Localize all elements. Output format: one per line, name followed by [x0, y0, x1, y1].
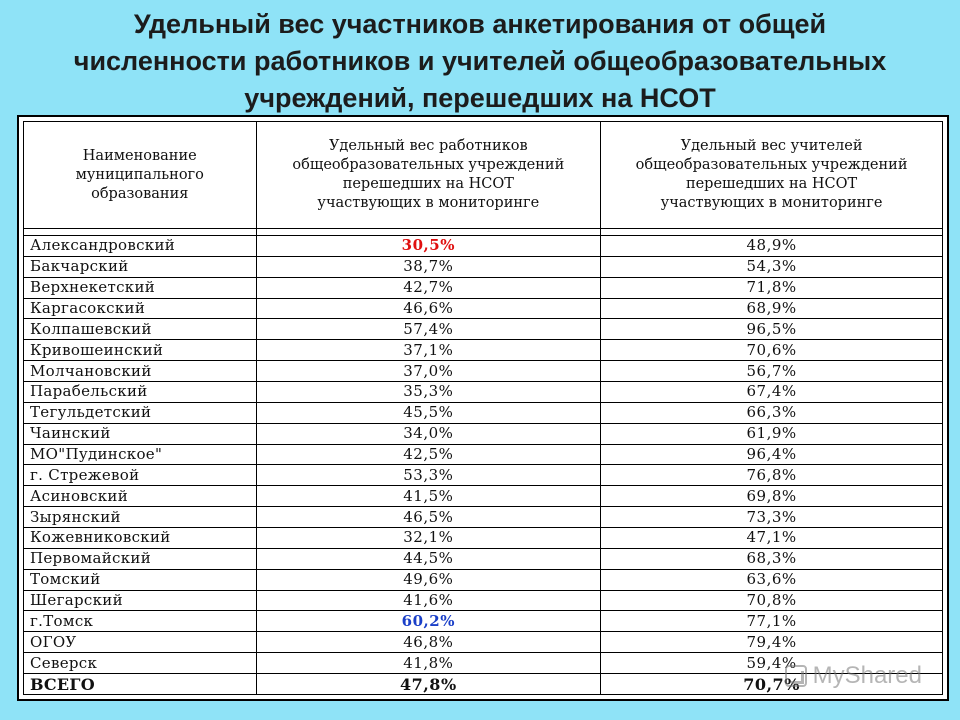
workers-share-value: 42,5%: [256, 444, 601, 465]
workers-share-value: 38,7%: [256, 256, 601, 277]
municipality-name: Кривошеинский: [24, 340, 257, 361]
watermark: MyShared: [785, 662, 922, 690]
table-row: [24, 590, 943, 611]
teachers-share-value: 61,9%: [601, 423, 943, 444]
teachers-share-value: 70,6%: [601, 340, 943, 361]
table-row: [24, 569, 943, 590]
municipality-name: г. Стрежевой: [24, 465, 257, 486]
municipality-name: Бакчарский: [24, 256, 257, 277]
table-row: [24, 298, 943, 319]
table-header-row: [24, 122, 943, 229]
table-row: [24, 486, 943, 507]
teachers-share-value: 59,4%: [601, 653, 943, 674]
workers-share-value: 41,6%: [256, 590, 601, 611]
table-body: [24, 236, 943, 695]
table-row: [24, 611, 943, 632]
teachers-share-value: 54,3%: [601, 256, 943, 277]
teachers-share-value: 68,3%: [601, 548, 943, 569]
data-table-frame: [17, 115, 949, 701]
workers-share-value: 41,8%: [256, 653, 601, 674]
teachers-share-value: 73,3%: [601, 507, 943, 528]
title-line-3: учреждений, перешедших на НСОТ: [244, 83, 716, 113]
teachers-share-value: 67,4%: [601, 382, 943, 403]
workers-share-value: 46,8%: [256, 632, 601, 653]
workers-share-value: 53,3%: [256, 465, 601, 486]
workers-share-value: 30,5%: [256, 236, 601, 257]
table-row: [24, 528, 943, 549]
municipality-name: Чаинский: [24, 423, 257, 444]
municipality-name: Зырянский: [24, 507, 257, 528]
municipality-name: Первомайский: [24, 548, 257, 569]
teachers-share-value: 79,4%: [601, 632, 943, 653]
title-line-2: численности работников и учителей общеобразовательных: [73, 46, 887, 76]
workers-share-value: 35,3%: [256, 382, 601, 403]
table-row: [24, 340, 943, 361]
workers-share-value: 47,8%: [256, 674, 601, 695]
teachers-share-value: 71,8%: [601, 277, 943, 298]
table-row: [24, 507, 943, 528]
workers-share-value: 46,6%: [256, 298, 601, 319]
teachers-share-value: 47,1%: [601, 528, 943, 549]
municipality-name: Асиновский: [24, 486, 257, 507]
table-row: [24, 277, 943, 298]
municipality-name: Шегарский: [24, 590, 257, 611]
workers-share-value: 46,5%: [256, 507, 601, 528]
workers-share-value: 37,1%: [256, 340, 601, 361]
table-row: [24, 236, 943, 257]
workers-share-value: 32,1%: [256, 528, 601, 549]
data-table: [23, 121, 943, 695]
header-gap-row: [24, 229, 943, 236]
teachers-share-value: 77,1%: [601, 611, 943, 632]
table-row: [24, 256, 943, 277]
workers-share-value: 44,5%: [256, 548, 601, 569]
municipality-name: МО"Пудинское": [24, 444, 257, 465]
municipality-name: Тегульдетский: [24, 402, 257, 423]
header-municipality: Наименование муниципального образования: [24, 122, 257, 229]
workers-share-value: 34,0%: [256, 423, 601, 444]
teachers-share-value: 68,9%: [601, 298, 943, 319]
table-row: [24, 361, 943, 382]
municipality-name: Томский: [24, 569, 257, 590]
municipality-name: Парабельский: [24, 382, 257, 403]
page-title: [40, 6, 920, 117]
municipality-name: ОГОУ: [24, 632, 257, 653]
table-row: [24, 548, 943, 569]
municipality-name: ВСЕГО: [24, 674, 257, 695]
teachers-share-value: 70,8%: [601, 590, 943, 611]
municipality-name: г.Томск: [24, 611, 257, 632]
watermark-logo-icon: [785, 665, 807, 687]
workers-share-value: 49,6%: [256, 569, 601, 590]
teachers-share-value: 63,6%: [601, 569, 943, 590]
title-line-1: Удельный вес участников анкетирования от общей: [133, 9, 827, 39]
municipality-name: Северск: [24, 653, 257, 674]
workers-share-value: 57,4%: [256, 319, 601, 340]
teachers-share-value: 70,7%: [601, 674, 943, 695]
municipality-name: Александровский: [24, 236, 257, 257]
table-row: [24, 402, 943, 423]
teachers-share-value: 69,8%: [601, 486, 943, 507]
table-row: [24, 382, 943, 403]
workers-share-value: 37,0%: [256, 361, 601, 382]
teachers-share-value: 96,5%: [601, 319, 943, 340]
municipality-name: Верхнекетский: [24, 277, 257, 298]
teachers-share-value: 56,7%: [601, 361, 943, 382]
teachers-share-value: 76,8%: [601, 465, 943, 486]
municipality-name: Кожевниковский: [24, 528, 257, 549]
workers-share-value: 42,7%: [256, 277, 601, 298]
workers-share-value: 60,2%: [256, 611, 601, 632]
table-row: [24, 423, 943, 444]
municipality-name: Каргасокский: [24, 298, 257, 319]
table-row: [24, 632, 943, 653]
header-teachers-share: Удельный вес учителей общеобразовательных учреждений перешедших на НСОТ участвующих в мониторинге: [601, 122, 943, 229]
teachers-share-value: 66,3%: [601, 402, 943, 423]
teachers-share-value: 48,9%: [601, 236, 943, 257]
table-row: [24, 465, 943, 486]
workers-share-value: 41,5%: [256, 486, 601, 507]
teachers-share-value: 96,4%: [601, 444, 943, 465]
municipality-name: Колпашевский: [24, 319, 257, 340]
workers-share-value: 45,5%: [256, 402, 601, 423]
table-row: [24, 444, 943, 465]
table-row: [24, 319, 943, 340]
header-workers-share: Удельный вес работников общеобразовательных учреждений перешедших на НСОТ участвующих в мониторинге: [256, 122, 601, 229]
municipality-name: Молчановский: [24, 361, 257, 382]
